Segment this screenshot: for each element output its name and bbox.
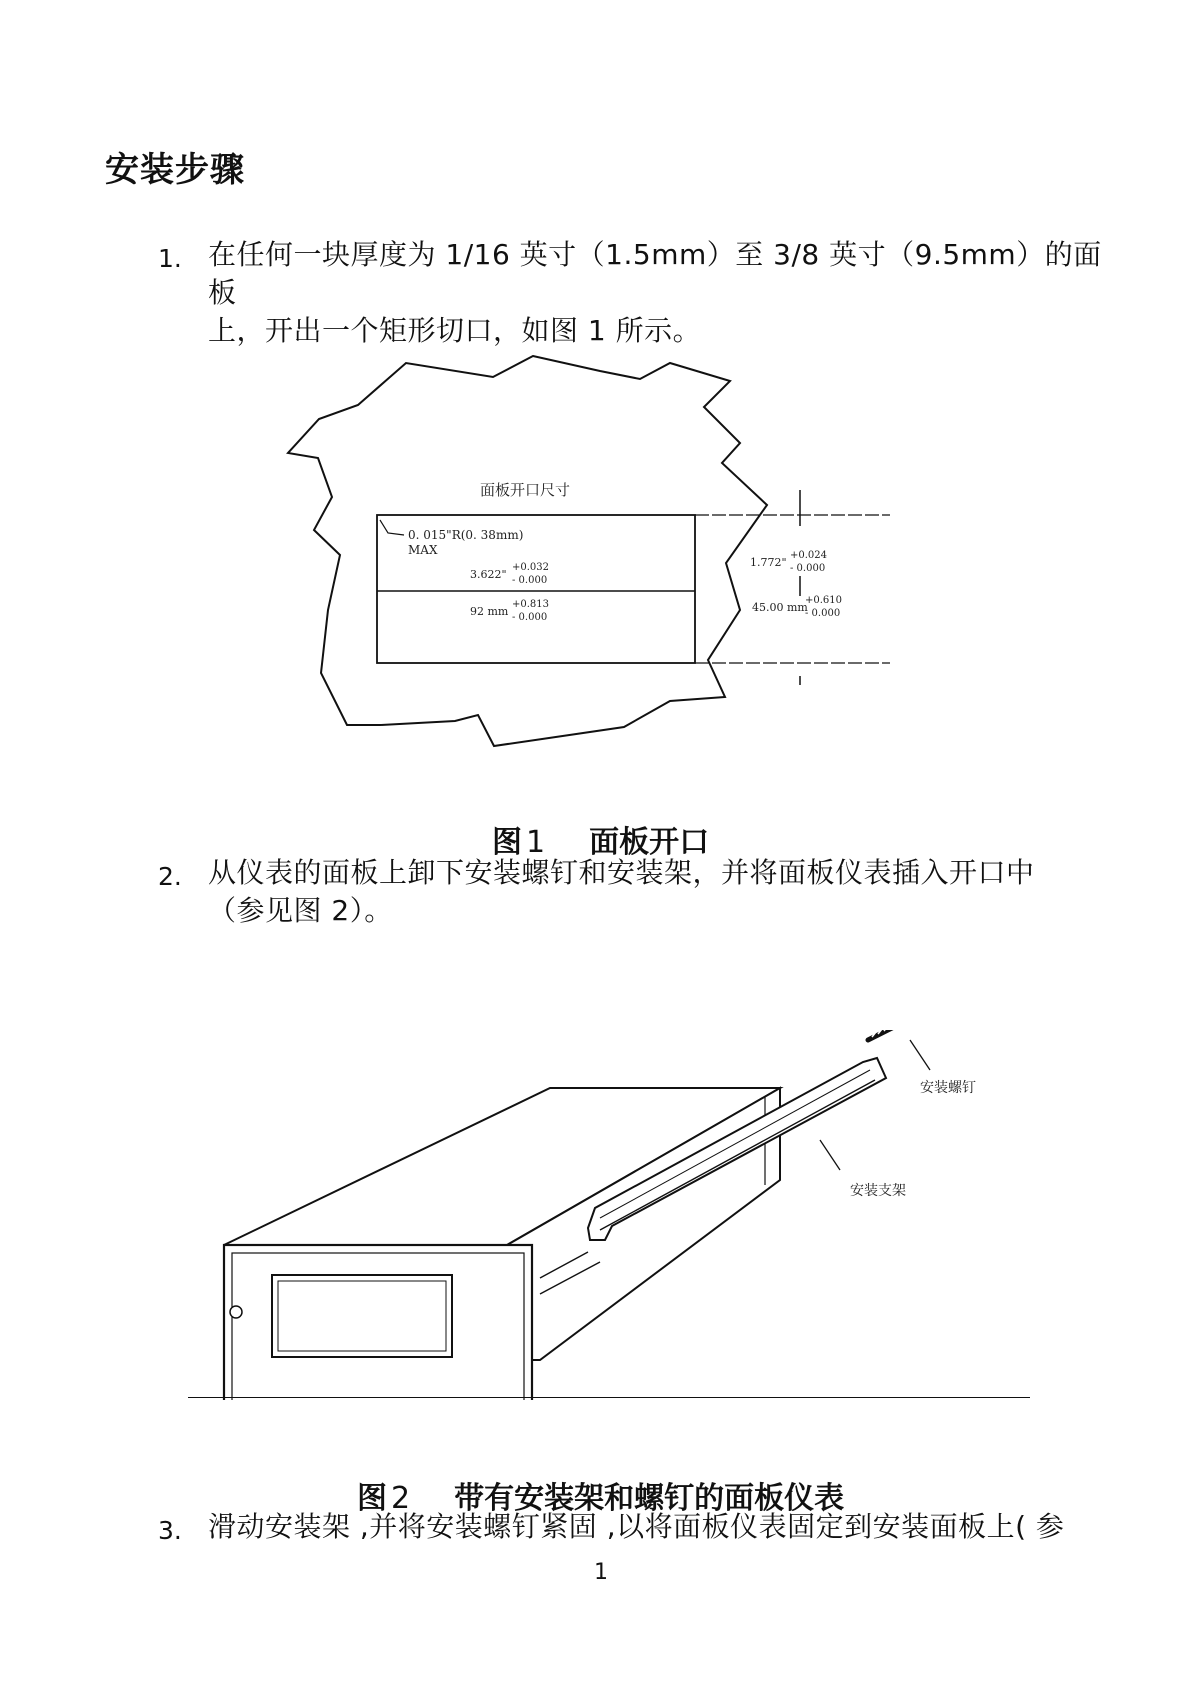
meter-bezel-knob (230, 1306, 242, 1318)
width-inch-tol-plus: +0.032 (512, 562, 550, 573)
step-3-number: 3. (158, 1516, 182, 1545)
figure-1-caption-number: 1 (526, 825, 546, 860)
figure-1-caption-prefix: 图 (492, 825, 522, 860)
step-1-line-1: 在任何一块厚度为 1/16 英寸（1.5mm）至 3/8 英寸（9.5mm）的面板 (208, 238, 1102, 309)
section-heading: 安装步骤 (105, 150, 245, 190)
bracket-leader (820, 1140, 840, 1170)
figure-2-caption-title: 带有安装架和螺钉的面板仪表 (454, 1481, 845, 1516)
figure-2-meter-drawing (180, 1030, 1040, 1400)
meter-display-window (272, 1275, 452, 1357)
width-mm-tol-plus: +0.813 (512, 599, 550, 610)
height-mm-tol-minus: - 0.000 (805, 608, 841, 619)
step-2-number: 2. (158, 862, 182, 891)
page-number: 1 (594, 1560, 608, 1585)
radius-max: MAX (408, 543, 438, 557)
cutout-title: 面板开口尺寸 (480, 481, 571, 499)
figure-1-panel-cutout-drawing (270, 355, 970, 750)
bracket-label: 安装支架 (850, 1183, 906, 1199)
step-3-text: 滑动安装架 ,并将安装螺钉紧固 ,以将面板仪表固定到安装面板上( 参 (208, 1510, 1065, 1543)
step-1-text (208, 236, 1108, 350)
screw-label: 安装螺钉 (920, 1080, 976, 1096)
figure-2-baseline (188, 1397, 1030, 1398)
width-inch-value: 3.622" (470, 568, 507, 581)
figure-2-caption-prefix: 图 (357, 1481, 387, 1516)
step-2-line-1: 从仪表的面板上卸下安装螺钉和安装架，并将面板仪表插入开口中 (208, 856, 1035, 889)
radius-note: 0. 015"R(0. 38mm) (408, 528, 524, 542)
height-mm-tol-plus: +0.610 (805, 595, 843, 606)
width-inch-tol-minus: - 0.000 (512, 575, 548, 586)
step-2-line-2: （参见图 2）。 (208, 894, 393, 927)
height-inch-value: 1.772" (750, 556, 787, 569)
width-mm-tol-minus: - 0.000 (512, 612, 548, 623)
step-1-number: 1. (158, 244, 182, 273)
height-inch-tol-minus: - 0.000 (790, 563, 826, 574)
step-1-line-2: 上，开出一个矩形切口，如图 1 所示。 (208, 314, 702, 347)
figure-1-caption-title: 面板开口 (589, 825, 710, 860)
figure-2-caption-number: 2 (391, 1481, 411, 1516)
height-mm-value: 45.00 mm (752, 601, 808, 614)
step-2-text (208, 854, 1108, 930)
screw-leader (910, 1040, 930, 1070)
height-inch-tol-plus: +0.024 (790, 550, 828, 561)
mounting-screw (868, 1030, 908, 1040)
width-mm-value: 92 mm (470, 605, 509, 618)
